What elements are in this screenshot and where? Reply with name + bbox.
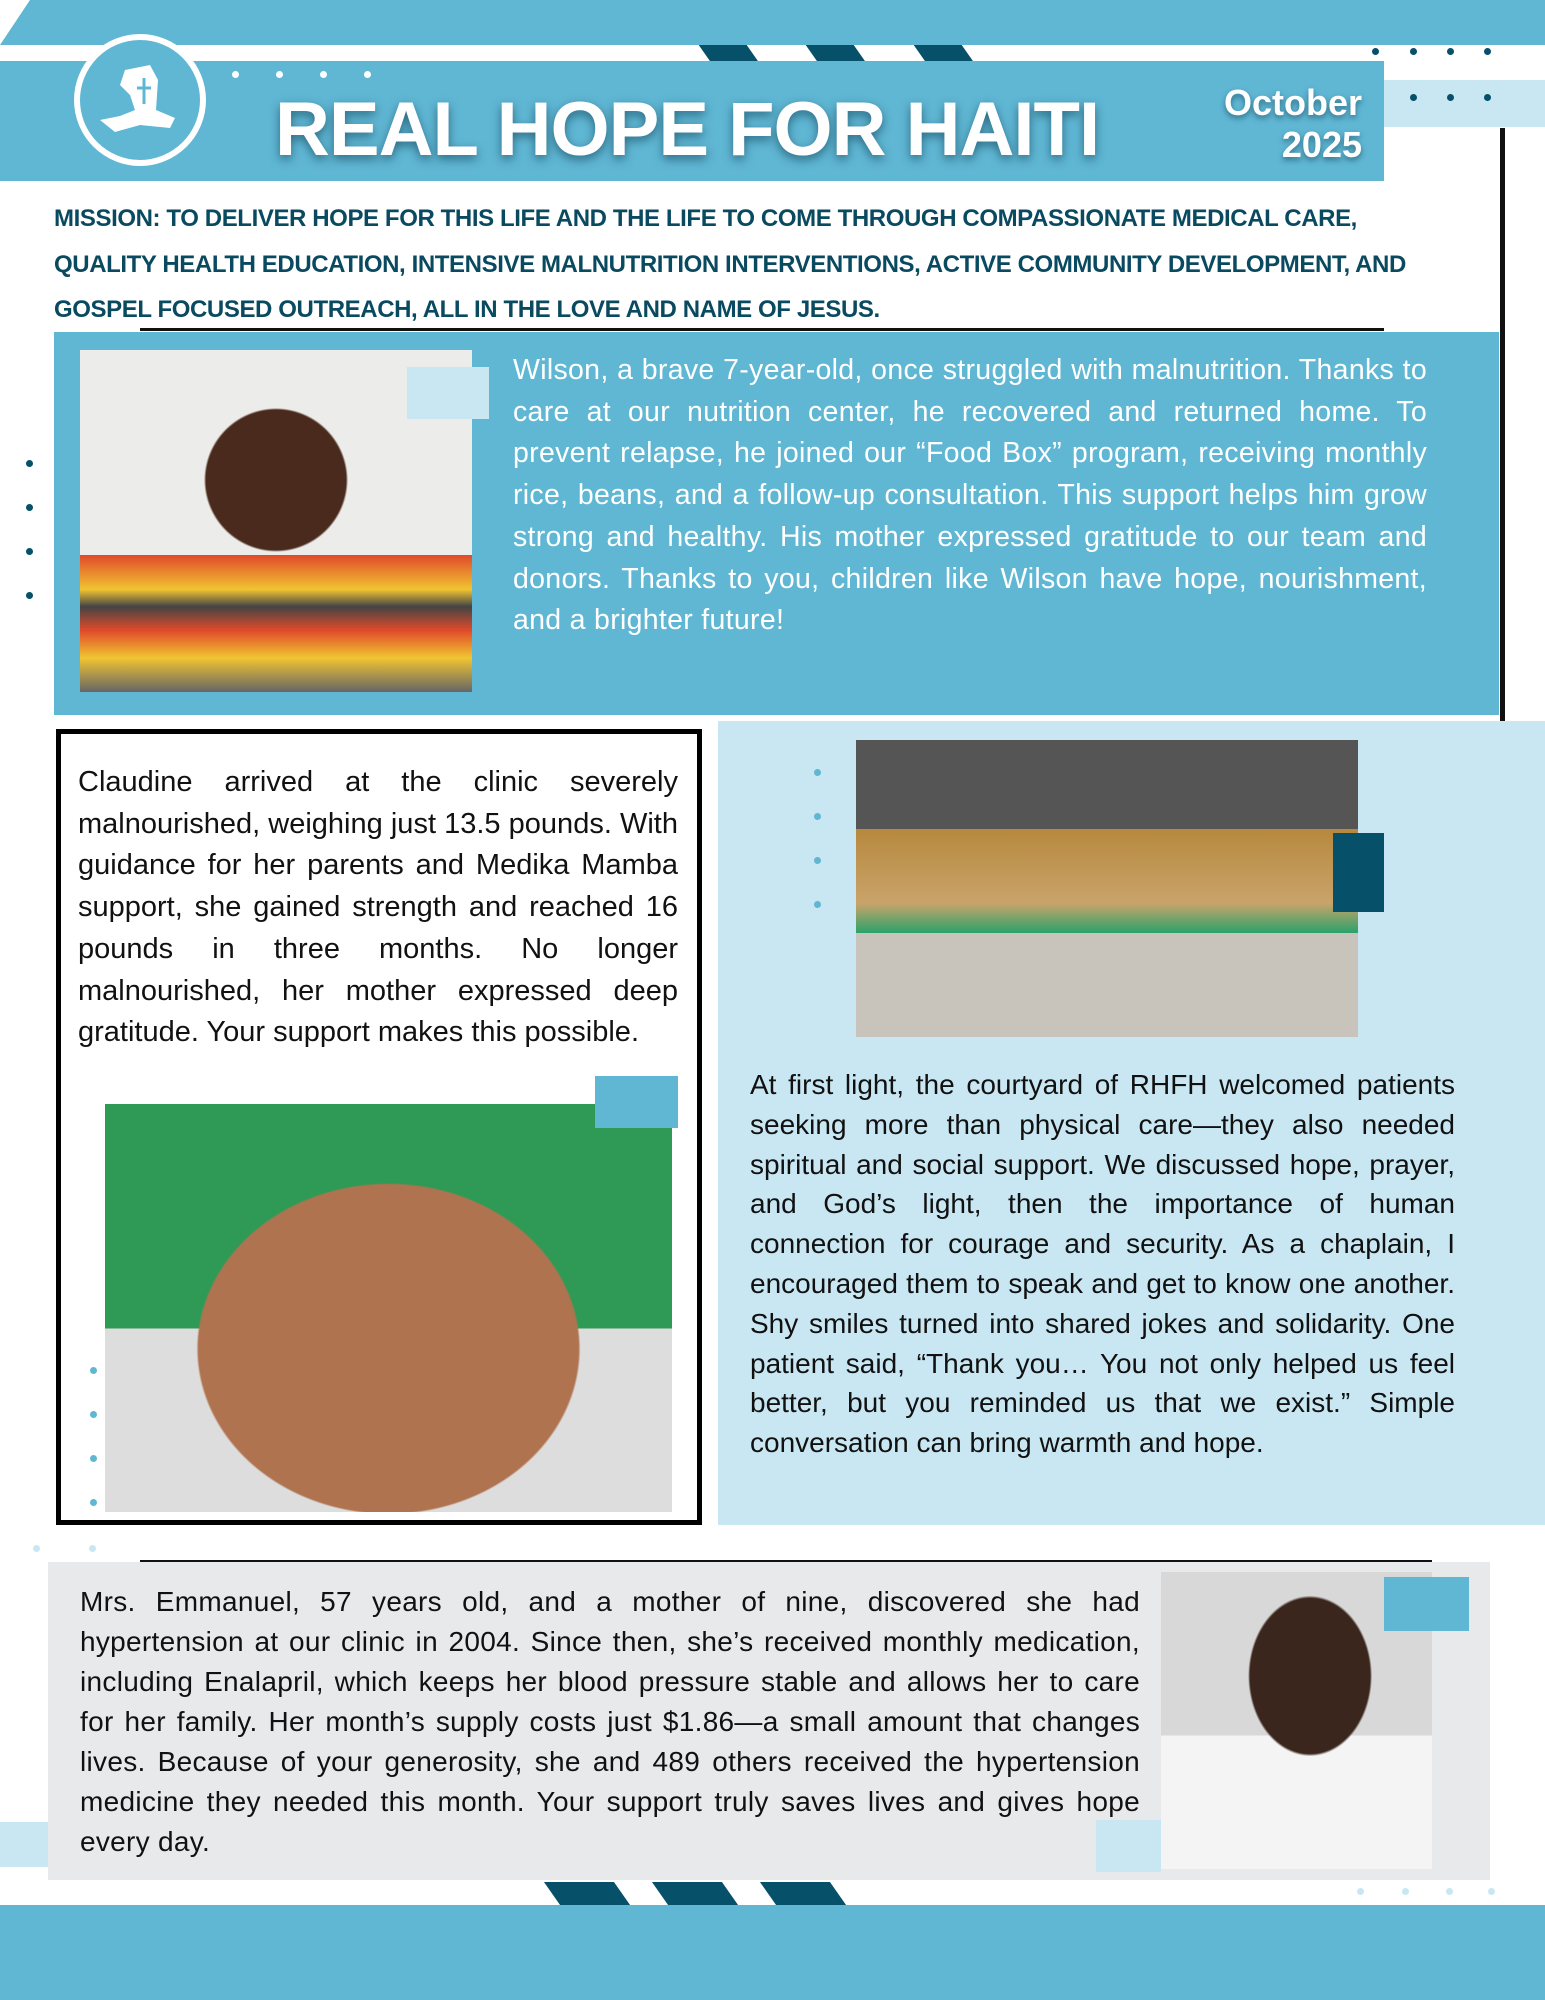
- wilson-story-text: Wilson, a brave 7-year-old, once struggled with malnutrition. Thanks to care at our nutrition center, he recovered and returned home. To prevent relapse, he joined our “Food Box” program, receiving monthly rice, beans, and a follow-up consultation. This support helps him grow strong and healthy. His mother expressed gratitude to our team and donors. Thanks to you, children like Wilson have hope, nourishment, and a brighter future!: [513, 354, 1427, 637]
- courtyard-story-text: At first light, the courtyard of RHFH welcomed patients seeking more than physical care—they also needed spiritual and social support. We discussed hope, prayer, and God’s light, then the importance of human connection for courage and security. As a chaplain, I encouraged them to speak and get to know one another. Shy smiles turned into shared jokes and solidarity. One patient said, “Thank you… You not only helped us feel better, but you reminded us that we exist.” Simple conversation can bring warmth and hope.: [750, 1069, 1455, 1459]
- issue-month: October: [1223, 82, 1362, 123]
- claudine-story-text: Claudine arrived at the clinic severely malnourished, weighing just 13.5 pounds. With guidance for her parents and Medika Mamba support, she gained strength and reached 16 pounds in three months. No longer malnourished, her mother expressed deep gratitude. Your support makes this possible.: [78, 766, 678, 1049]
- decor-dot: [814, 813, 821, 820]
- decor-dot: [1357, 1888, 1364, 1895]
- haiti-map-icon: [80, 40, 200, 160]
- decor-block: [1096, 1820, 1161, 1872]
- decor-dot: [26, 592, 33, 599]
- decor-dot: [90, 1411, 97, 1418]
- decor-dot: [1402, 1888, 1409, 1895]
- decor-dot: [90, 1499, 97, 1506]
- decor-dot: [1410, 48, 1417, 55]
- decor-dot: [26, 548, 33, 555]
- decor-dot: [814, 901, 821, 908]
- decor-dot: [320, 71, 327, 78]
- issue-year: 2025: [1281, 124, 1362, 165]
- decor-block: [1333, 833, 1384, 912]
- divider: [140, 328, 1384, 331]
- decor-dot: [364, 71, 371, 78]
- decor-dot: [232, 71, 239, 78]
- decor-dot: [276, 71, 283, 78]
- decor-dot: [1488, 1888, 1495, 1895]
- decor-dot: [90, 1367, 97, 1374]
- decor-dot: [26, 460, 33, 467]
- decor-dot: [90, 1455, 97, 1462]
- mission-statement: MISSION: TO DELIVER HOPE FOR THIS LIFE AND THE LIFE TO COME THROUGH COMPASSIONATE MEDICAL CARE, QUALITY HEALTH EDUCATION, INTENSIVE MALNUTRITION INTERVENTIONS, ACTIVE COMMUNITY DEVELOPMENT, AND GOSPEL FOCUSED OUTREACH, ALL IN THE LOVE AND NAME OF JESUS.: [54, 205, 1406, 323]
- decor-dot: [1484, 94, 1491, 101]
- decor-dot: [89, 1545, 96, 1552]
- decor-block: [595, 1076, 678, 1128]
- decor-block: [407, 367, 489, 419]
- issue-date: [1224, 82, 1362, 166]
- decor-dot: [1372, 48, 1379, 55]
- newsletter-title: REAL HOPE FOR HAITI: [275, 87, 1100, 172]
- logo: [74, 34, 206, 166]
- decor-dot: [814, 769, 821, 776]
- decor-vertical-line: [1500, 128, 1505, 823]
- decor-strip: [1384, 80, 1545, 127]
- claudine-photo: [105, 1104, 672, 1512]
- decor-dot: [26, 504, 33, 511]
- decor-stripe: [760, 1882, 846, 1905]
- decor-stripe: [652, 1882, 738, 1905]
- decor-dot: [1410, 94, 1417, 101]
- bottom-band: [0, 1905, 1545, 2000]
- decor-block: [0, 1822, 48, 1867]
- decor-dot: [1447, 94, 1454, 101]
- decor-dot: [1484, 48, 1491, 55]
- decor-stripe: [544, 1882, 630, 1905]
- decor-dot: [1447, 48, 1454, 55]
- courtyard-photo: [856, 740, 1358, 1037]
- decor-dot: [33, 1545, 40, 1552]
- emmanuel-story-text: Mrs. Emmanuel, 57 years old, and a mother of nine, discovered she had hypertension at our clinic in 2004. Since then, she’s received monthly medication, including Enalapril, which keeps her blood pressure stable and allows her to care for her family. Her month’s supply costs just $1.86—a small amount that changes lives. Because of your generosity, she and 489 others received the hypertension medicine they needed this month. Your support truly saves lives and gives hope every day.: [80, 1586, 1140, 1857]
- decor-dot: [1446, 1888, 1453, 1895]
- decor-block: [1384, 1577, 1469, 1631]
- decor-dot: [814, 857, 821, 864]
- decor-wedge: [0, 0, 30, 45]
- top-band: [0, 0, 1545, 45]
